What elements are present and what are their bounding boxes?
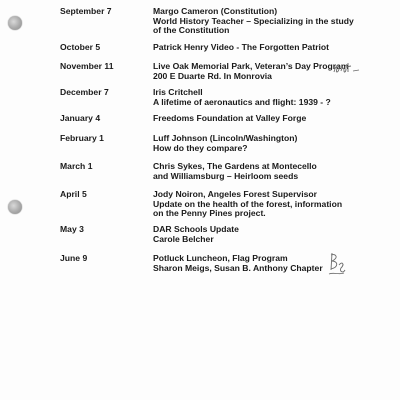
entry-line: Update on the health of the forest, information — [153, 198, 343, 209]
entry-date: March 1 — [60, 161, 93, 171]
entry-line: World History Teacher – Specializing in the study — [153, 15, 354, 26]
entry-line: Live Oak Memorial Park, Veteran’s Day Program — [153, 61, 349, 71]
entry-line: of the Constitution — [153, 25, 230, 36]
handwritten-annotation-june — [326, 250, 348, 278]
entry-date: December 7 — [60, 87, 109, 97]
handwritten-annotation-november — [332, 60, 362, 76]
entry-description — [153, 254, 393, 273]
entry-line: 200 E Duarte Rd. In Monrovia — [153, 70, 272, 81]
entry-line: Jody Noiron, Angeles Forest Supervisor — [153, 189, 317, 199]
entry-line: Carole Belcher — [153, 233, 214, 244]
entry-line: and Williamsburg – Heirloom seeds — [153, 170, 299, 181]
entry-line: Chris Sykes, The Gardens at Montecello — [153, 161, 317, 171]
entry-line: Potluck Luncheon, Flag Program — [153, 253, 288, 263]
entry-line: A lifetime of aeronautics and flight: 1939 - ? — [153, 96, 331, 107]
entry-date: October 5 — [60, 42, 101, 52]
entry-description — [153, 7, 393, 36]
entry-line: Iris Critchell — [153, 87, 203, 97]
entry-description — [153, 114, 393, 124]
entry-description — [153, 43, 393, 53]
binder-hole-middle — [8, 200, 22, 214]
entry-description — [153, 162, 393, 181]
entry-description — [153, 190, 393, 219]
entry-date: September 7 — [60, 6, 112, 16]
binder-hole-top — [8, 16, 22, 30]
entry-line: Margo Cameron (Constitution) — [153, 6, 278, 16]
entry-date: June 9 — [60, 253, 88, 263]
entry-line: Patrick Henry Video - The Forgotten Patriot — [153, 42, 330, 52]
entry-line: Sharon Meigs, Susan B. Anthony Chapter — [153, 262, 323, 273]
entry-description — [153, 134, 393, 153]
entry-date: February 1 — [60, 133, 104, 143]
entry-date: January 4 — [60, 113, 101, 123]
entry-line: DAR Schools Update — [153, 224, 239, 234]
entry-description — [153, 88, 393, 107]
entry-date: April 5 — [60, 189, 87, 199]
entry-line: Freedoms Foundation at Valley Forge — [153, 113, 307, 123]
entry-date: May 3 — [60, 224, 84, 234]
entry-line: on the Penny Pines project. — [153, 208, 266, 219]
entry-date: November 11 — [60, 61, 114, 71]
entry-line: How do they compare? — [153, 142, 248, 153]
entry-line: Luff Johnson (Lincoln/Washington) — [153, 133, 298, 143]
entry-description — [153, 225, 393, 244]
